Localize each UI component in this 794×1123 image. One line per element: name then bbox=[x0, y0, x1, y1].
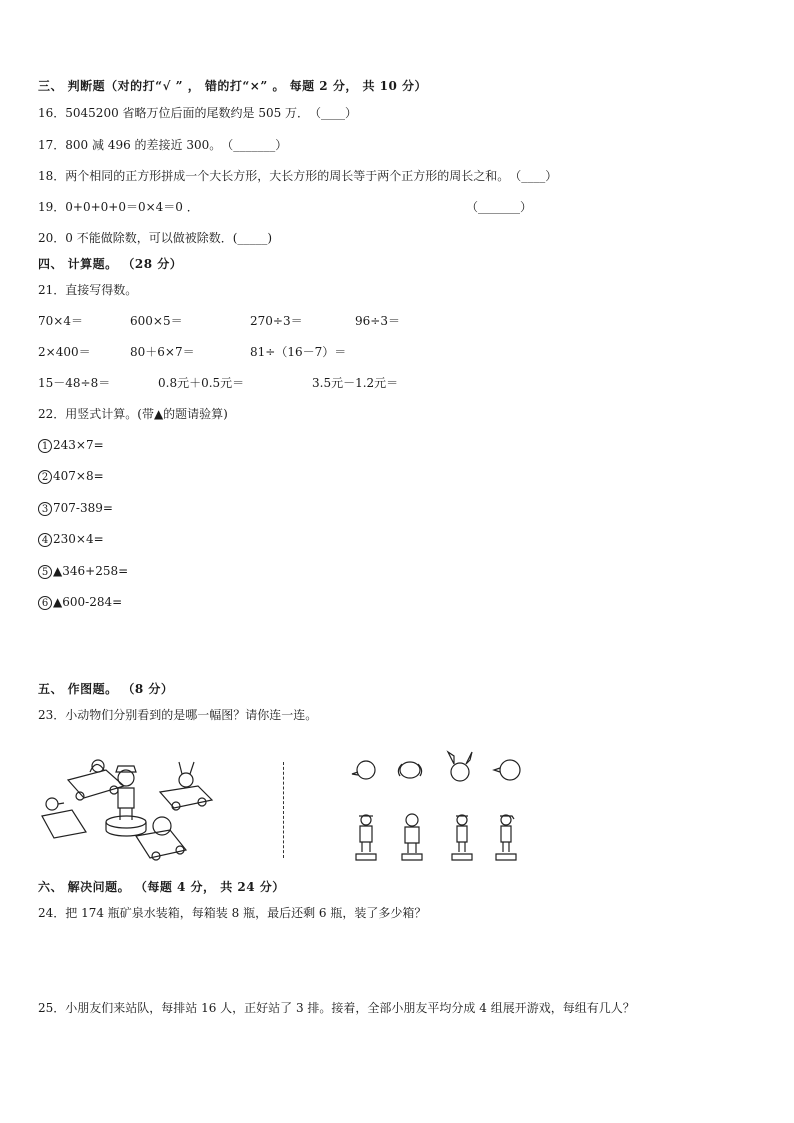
calc-item: 70×4＝ bbox=[38, 314, 83, 328]
calc-item: 15－48÷8＝ bbox=[38, 376, 111, 390]
vertical-calc-item bbox=[38, 563, 128, 579]
question-25: 25．小朋友们来站队，每排站 16 人，正好站了 3 排。接着，全部小朋友平均分成 4 组展开游戏，每组有几人？ bbox=[38, 1001, 635, 1015]
question-18: 18．两个相同的正方形拼成一个大长方形，大长方形的周长等于两个正方形的周长之和。 （____） bbox=[38, 169, 558, 183]
rabbit-head-icon bbox=[451, 763, 469, 781]
circled-number: 2 bbox=[38, 470, 52, 484]
figure-view-2 bbox=[402, 814, 422, 860]
dog-head-icon bbox=[400, 762, 420, 778]
question-20: 20．0 不能做除数，可以做被除数．(_____) bbox=[38, 231, 273, 245]
vertical-calc-expression: 407×8= bbox=[53, 469, 104, 483]
question-24: 24．把 174 瓶矿泉水装箱，每箱装 8 瓶，最后还剩 6 瓶，装了多少箱？ bbox=[38, 906, 427, 920]
calc-item: 81÷（16－7）＝ bbox=[250, 345, 347, 359]
question-22: 22．用竖式计算。(带▲的题请验算) bbox=[38, 407, 228, 421]
figure-view-4 bbox=[496, 815, 516, 860]
question-17: 17．800 减 496 的差接近 300。 （_______） bbox=[38, 138, 288, 152]
vertical-calc-item bbox=[38, 468, 104, 484]
circled-number: 1 bbox=[38, 439, 52, 453]
vertical-calc-item bbox=[38, 531, 104, 547]
figure-views-row bbox=[350, 810, 530, 864]
circled-number: 4 bbox=[38, 533, 52, 547]
question-16: 16．5045200 省略万位后面的尾数约是 505 万． （____） bbox=[38, 106, 358, 120]
duckling-head-icon bbox=[500, 760, 520, 780]
section3-heading: 三、 判断题（对的打“√ ” ， 错的打“×” 。 每题 2 分， 共 10 分） bbox=[38, 79, 428, 93]
divider-dashed-line bbox=[283, 762, 284, 858]
vertical-calc-item bbox=[38, 500, 113, 516]
circled-number: 6 bbox=[38, 596, 52, 610]
circled-number: 3 bbox=[38, 502, 52, 516]
vertical-calc-expression: ▲346+258= bbox=[53, 564, 129, 578]
vertical-calc-expression: 707-389= bbox=[53, 501, 113, 515]
chick-head-icon bbox=[357, 761, 375, 779]
animals-scene-illustration bbox=[40, 742, 220, 864]
calc-item: 600×5＝ bbox=[130, 314, 183, 328]
circled-number: 5 bbox=[38, 565, 52, 579]
calc-item: 96÷3＝ bbox=[355, 314, 400, 328]
section6-heading: 六、 解决问题。 （每题 4 分， 共 24 分） bbox=[38, 880, 285, 894]
vertical-calc-expression: 230×4= bbox=[53, 532, 104, 546]
question-19: 19．0+0+0+0＝0×4＝0 ． bbox=[38, 200, 199, 214]
question-21: 21．直接写得数。 bbox=[38, 283, 138, 297]
question-19-blank: （_______） bbox=[466, 200, 533, 214]
figure-view-3 bbox=[452, 815, 472, 860]
calc-item: 2×400＝ bbox=[38, 345, 91, 359]
vertical-calc-expression: ▲600-284= bbox=[53, 595, 123, 609]
calc-item: 80＋6×7＝ bbox=[130, 345, 195, 359]
animal-heads-row bbox=[350, 750, 530, 786]
vertical-calc-item bbox=[38, 594, 122, 610]
section4-heading: 四、 计算题。 （28 分） bbox=[38, 257, 183, 271]
calc-item: 270÷3＝ bbox=[250, 314, 303, 328]
section5-heading: 五、 作图题。 （8 分） bbox=[38, 682, 174, 696]
question-23: 23．小动物们分别看到的是哪一幅图？请你连一连。 bbox=[38, 708, 318, 722]
figure-view-1 bbox=[356, 815, 376, 860]
vertical-calc-expression: 243×7= bbox=[53, 438, 104, 452]
calc-item: 0.8元＋0.5元＝ bbox=[158, 376, 245, 390]
calc-item: 3.5元－1.2元＝ bbox=[312, 376, 399, 390]
vertical-calc-item bbox=[38, 437, 104, 453]
